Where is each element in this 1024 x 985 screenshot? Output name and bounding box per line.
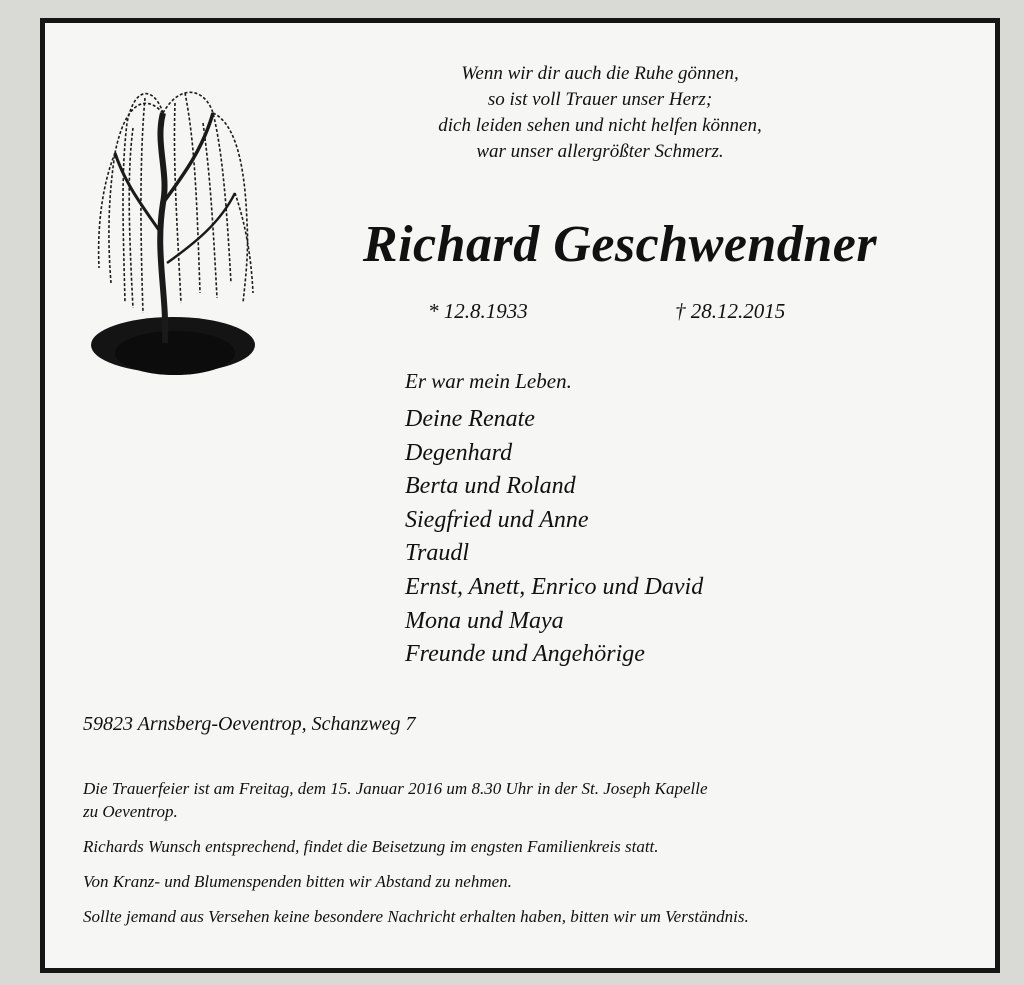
poem-line: dich leiden sehen und nicht helfen können, [438,115,762,136]
ceremony-line: Die Trauerfeier ist am Freitag, dem 15. Januar 2016 um 8.30 Uhr in der St. Joseph Kapelle [83,779,708,798]
mourner: Traudl [405,540,470,567]
address: 59823 Arnsberg-Oeventrop, Schanzweg 7 [83,713,416,735]
mourner: Berta und Roland [405,473,576,500]
mourner: Deine Renate [405,406,535,432]
mourners-list [405,403,703,672]
poem-line: so ist voll Trauer unser Herz; [487,89,713,110]
ceremony-line: zu Oeventrop. [83,802,178,821]
funeral-info [83,777,983,928]
mourner: Ernst, Anett, Enrico und David [405,573,704,600]
poem-line: Wenn wir dir auch die Ruhe gönnen, [461,63,739,84]
death-date: † 28.12.2015 [675,299,786,323]
poem-line: war unser allergrößter Schmerz. [476,141,724,162]
memorial-poem [375,61,825,165]
mourner: Freunde und Angehörige [405,641,645,668]
mourner: Mona und Maya [405,607,564,634]
deceased-name: Richard Geschwendner [362,216,878,273]
burial-note: Richards Wunsch entsprechend, findet die Beisetzung im engsten Familienkreis statt. [83,837,659,856]
mourner: Degenhard [405,439,513,466]
weeping-willow-icon [85,53,265,383]
flowers-note: Von Kranz- und Blumenspenden bitten wir Abstand zu nehmen. [83,872,512,891]
lead-line: Er war mein Leben. [405,369,572,393]
apology-note: Sollte jemand aus Versehen keine besondere Nachricht erhalten haben, bitten wir um Verständnis. [83,907,749,926]
mourner: Siegfried und Anne [405,506,589,533]
birth-date: * 12.8.1933 [428,299,528,323]
obituary-notice [40,18,1000,973]
